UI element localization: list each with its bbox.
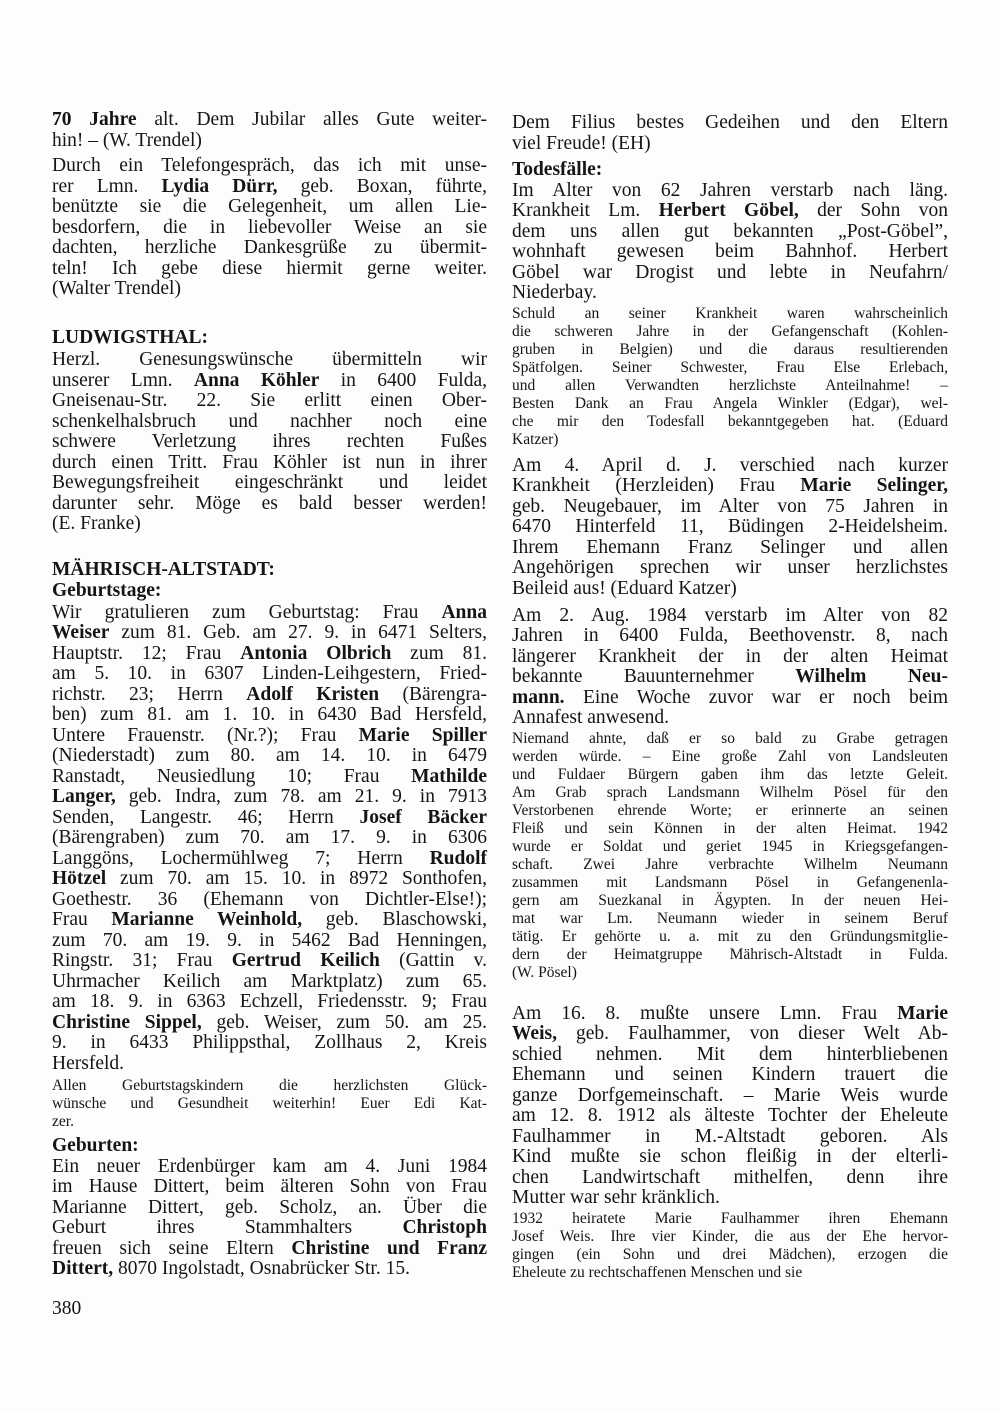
text-run: 9. in 6433 Philippsthal, Zollhaus 2, Kreis [52,1032,487,1053]
paragraph [52,1157,487,1280]
text-line [52,1198,487,1219]
text-run: Niederbay. [512,282,597,303]
text-line [512,558,948,579]
text-run: Fleiß und sein Können in der alten Heimat. 1942 [512,819,948,837]
text-line [52,828,487,849]
text-run: gruben in Belgien) und die daraus resultierenden [512,340,948,358]
text-line [512,1004,948,1025]
text-line [52,218,487,239]
text-run: gingen (ein Sohn und drei Mädchen), erzogen die [512,1245,948,1263]
text-run: zer. [52,1112,74,1130]
text-run: schaft. Zwei Jahre verbrachte Wilhelm Neumann [512,855,948,873]
text-line [52,869,487,890]
text-line [512,1106,948,1127]
text-line [512,1168,948,1189]
text-line [52,473,487,494]
text-line [512,784,948,802]
text-run: Besten Dank an Frau Angela Winkler (Edgar), wel- [512,394,948,412]
subsection-heading [512,160,948,181]
bold-name: Adolf Kristen [246,683,380,705]
text-run: die schweren Jahre in der Gefangenschaft (Kohlen- [512,322,948,340]
text-run: Mutter war sehr kränklich. [512,1187,720,1208]
paragraph [512,606,948,729]
text-run: Langgöns, Lochermühlweg 7; Herrn [52,847,430,869]
bold-name: Marianne Weinhold, [111,909,303,930]
text-line [52,992,487,1013]
text-run: Gneisenau-Str. 22. Sie erlitt einen Ober- [52,390,487,411]
text-line [512,892,948,910]
text-line [52,560,487,581]
text-line [52,1033,487,1054]
text-line [512,1024,948,1045]
text-line [512,856,948,874]
subsection-heading [52,581,487,602]
text-run: Geburt ihres Stammhalters [52,1217,403,1238]
text-run: chen Landwirtschaft mithelfen, denn ihre [512,1166,948,1188]
text-run: in 6400 Fulda, [319,369,487,391]
bold-name: Weiser [52,622,110,643]
text-line [512,708,948,729]
text-line [512,1188,948,1209]
text-run: gern am Suezkanal in Ägypten. In der neuen Hei- [512,891,948,909]
text-line [52,581,487,602]
text-run: Ihrem Ehemann Franz Selinger und allen [512,536,948,558]
text-run: dem uns allen gut bekannten „Post-Göbel”, [512,220,948,242]
paragraph [512,456,948,600]
text-run: Goethestr. 36 (Ehemann von Dichtler-Else!); [52,888,487,910]
text-line [512,323,948,341]
text-run: dern der Heimatgruppe Mährisch-Altstadt in Fulda. [512,945,948,963]
text-run: (Bärengraben) zum 70. am 17. 9. in 6306 [52,827,487,848]
bold-name: Christoph [402,1217,487,1238]
text-run: MÄHRISCH-ALTSTADT: [52,559,275,580]
text-line [512,1246,948,1264]
text-line [512,431,948,449]
text-line [52,1177,487,1198]
text-run: geb. Indra, zum 78. am 21. 9. in 7913 [115,786,487,807]
text-line [512,667,948,688]
text-run: geb. Faulhammer, von dieser Welt Ab- [556,1023,948,1044]
text-line [52,514,487,535]
text-line [512,1147,948,1168]
text-run: Uhrmacher Keilich am Marktplatz) zum 65. [52,970,487,992]
text-line [512,688,948,709]
text-line [512,413,948,431]
text-run: hin! – (W. Trendel) [52,129,202,151]
text-line [52,328,487,349]
text-line [52,1136,487,1157]
text-line [52,849,487,870]
text-line [512,802,948,820]
text-run: Angehörigen sprechen wir unser herzlichstes [512,557,948,578]
text-run: zum 70. am 15. 10. in 8972 Sonthofen, [106,868,487,889]
text-line [52,623,487,644]
text-run: Im Alter von 62 Jahren verstarb nach läng. [512,179,948,201]
text-line [52,453,487,474]
text-run: besdorfern, die in liebevoller Weise an sie [52,216,487,238]
text-line [52,746,487,767]
text-run: Schuld an seiner Krankheit waren wahrscheinlich [512,304,948,322]
text-run: wohnhaft gewesen beim Bahnhof. Herbert [512,241,948,262]
bold-name: Gertrud Keilich [231,950,380,971]
text-run: Untere Frauenstr. (Nr.?); Frau [52,724,359,746]
text-line [52,664,487,685]
text-line [512,538,948,559]
text-run: wünsche und Gesundheit weiterhin! Euer Edi Kat- [52,1094,487,1112]
text-line [52,910,487,931]
text-run: zum 70. am 19. 9. in 5462 Bad Henningen, [52,929,487,951]
text-run: dachten, herzliche Dankesgrüße zu übermit- [52,237,487,258]
bold-name: Marie [897,1002,948,1024]
text-run: (Niederstadt) zum 80. am 14. 10. in 6479 [52,745,487,766]
text-line [52,238,487,259]
text-line [52,279,487,300]
bold-name: Antonia Olbrich [240,642,392,664]
text-line [52,808,487,829]
text-line [52,890,487,911]
text-line [512,748,948,766]
text-line [512,113,948,134]
text-line [52,726,487,747]
text-run: Senden, Langestr. 46; Herrn [52,806,360,828]
paragraph [512,1004,948,1209]
section-heading [52,328,487,349]
text-line [512,946,948,964]
text-line [512,730,948,748]
text-run: (W. Pösel) [512,963,577,981]
bold-name: Anna [441,601,487,623]
text-line [512,1045,948,1066]
text-run: Katzer) [512,430,559,448]
bold-name: Hötzel [52,868,107,889]
text-line [52,177,487,198]
text-run: Hauptstr. 12; Frau [52,642,241,664]
text-run: Marianne Dittert, geb. Scholz, an. Über die [52,1196,487,1218]
text-line [512,1228,948,1246]
text-line [52,432,487,453]
text-line [512,242,948,263]
small-paragraph [512,730,948,982]
text-line [512,377,948,395]
section-heading [52,560,487,581]
text-run: Geburtstage: [52,579,162,601]
text-run: Todesfälle: [512,159,603,180]
text-line [52,1113,487,1131]
text-run: rer Lmn. [52,175,162,197]
text-line [512,1264,948,1282]
text-run: am 18. 9. in 6363 Echzell, Friedensstr. 9; Frau [52,991,487,1012]
text-run: Göbel war Drogist und lebte in Neufahrn/ [512,261,948,283]
text-run: durch einen Tritt. Frau Köhler ist nun in ihrer [52,451,487,473]
bold-name: Weis, [512,1023,557,1044]
text-run: Annafest anwesend. [512,707,670,728]
bold-name: Josef Bäcker [359,806,487,828]
small-paragraph [512,1210,948,1282]
text-run: Krankheit (Herzleiden) Frau [512,475,801,496]
text-run: mat war Lm. Neumann wieder in seinem Beruf [512,909,948,927]
text-run: Beileid aus! (Eduard Katzer) [512,577,737,599]
text-run: tätig. Er gehörte u. a. mit zu den Gründungsmitglie- [512,927,948,945]
bold-name: Mathilde [411,765,487,787]
text-run: Geburten: [52,1135,139,1156]
text-line [512,134,948,155]
text-line [512,647,948,668]
text-run: Niemand ahnte, daß er so bald zu Grabe getragen [512,729,948,747]
bold-name: 70 Jahre [52,109,137,130]
page-number: 380 [52,1298,82,1319]
text-line [52,494,487,515]
text-run: und Fuldaer Bürgern gaben ihm das letzte Geleit. [512,765,948,783]
text-line [52,110,487,131]
text-run: Am 4. April d. J. verschied nach kurzer [512,454,948,476]
text-line [52,131,487,152]
text-line [52,1095,487,1113]
text-run: Durch ein Telefongespräch, das ich mit unse- [52,155,487,176]
text-line [512,626,948,647]
text-line [52,1054,487,1075]
bold-name: Langer, [52,786,116,807]
text-run: Verstorbenen ehrende Worte; er erinnerte an seinen [512,801,948,819]
text-line [52,156,487,177]
text-line [512,341,948,359]
text-line [52,197,487,218]
text-line [512,964,948,982]
text-run: Am Grab sprach Landsmann Wilhelm Pösel für den [512,783,948,801]
bold-name: Wilhelm Neu- [795,666,948,687]
text-run: freuen sich seine Eltern [52,1237,292,1259]
text-run: Kind mußte sie schon fleißig in der elterli- [512,1146,948,1167]
paragraph [52,110,487,151]
text-run: Ringstr. 31; Frau [52,950,232,971]
text-line [52,371,487,392]
text-run: (Walter Trendel) [52,278,181,299]
text-line [52,603,487,624]
text-run: geb. Boxan, führte, [277,175,487,197]
text-line [52,1239,487,1260]
paragraph [52,156,487,300]
text-run: schwere Verletzung ihres rechten Fußes [52,431,487,452]
text-line [512,283,948,304]
text-line [52,412,487,433]
text-line [52,1259,487,1280]
text-run: zum 81. Geb. am 27. 9. in 6471 Selters, [109,622,487,643]
text-line [52,767,487,788]
text-run: Bewegungsfreiheit eingeschränkt und leidet [52,472,487,493]
text-run: wurde er Soldat und geriet 1945 in Kriegsgefangen- [512,837,948,855]
text-line [52,931,487,952]
text-run: im Hause Dittert, beim älteren Sohn von Frau [52,1176,487,1197]
text-line [512,766,948,784]
text-line [512,476,948,497]
text-line [512,910,948,928]
paragraph [52,350,487,535]
text-run: 1932 heiratete Marie Faulhammer ihren Ehemann [512,1209,948,1227]
text-line [512,160,948,181]
text-line [52,1157,487,1178]
text-run: am 5. 10. in 6307 Linden-Leihgestern, Fried- [52,663,487,684]
paragraph [512,181,948,304]
text-run: Spätfolgen. Seiner Schwester, Frau Else Erlebach, [512,358,948,376]
text-line [512,305,948,323]
text-line [512,263,948,284]
left-column [52,0,487,1280]
text-line [512,222,948,243]
text-run: zusammen mit Landsmann Pösel in Gefangenenla- [512,873,948,891]
bold-name: mann. [512,686,565,708]
text-run: längerer Krankheit der in der alten Heimat [512,645,948,667]
text-line [512,201,948,222]
text-run: LUDWIGSTHAL: [52,326,209,348]
text-run: am 12. 8. 1912 als älteste Tochter der Eheleute [512,1105,948,1126]
text-run: werden würde. – Eine große Zahl von Landsleuten [512,747,948,765]
text-run: Ranstadt, Neusiedlung 10; Frau [52,765,412,787]
text-line [512,838,948,856]
text-line [512,497,948,518]
text-line [52,391,487,412]
text-run: Ein neuer Erdenbürger kam am 4. Juni 1984 [52,1155,487,1177]
text-line [52,350,487,371]
text-line [512,181,948,202]
text-run: richstr. 23; Herrn [52,683,247,705]
text-line [512,1210,948,1228]
text-run: (Bärengra- [379,683,487,705]
text-line [52,259,487,280]
subsection-heading [52,1136,487,1157]
text-run: schied nehmen. Mit dem hinterbliebenen [512,1043,948,1065]
text-run: 8070 Ingolstadt, Osnabrücker Str. 15. [113,1258,410,1279]
text-run: (Gattin v. [379,950,488,971]
text-run: Hersfeld. [52,1052,125,1074]
text-run: che mir den Todesfall bekanntgegeben hat. (Eduard [512,412,948,430]
text-run: und allen Verwandten herzlichste Anteilnahme! – [512,376,948,394]
text-line [512,820,948,838]
bold-name: Lydia Dürr, [161,175,278,197]
text-run: geb. Weiser, zum 50. am 25. [201,1011,488,1033]
text-run: Josef Weis. Ihre vier Kinder, die aus der Ehe hervor- [512,1227,948,1245]
text-run: schenkelhalsbruch und nachher noch eine [52,410,487,432]
text-line [52,705,487,726]
text-run: (E. Franke) [52,513,141,534]
text-run: Eine Woche zuvor war er noch beim [564,686,948,708]
bold-name: Anna Köhler [193,369,320,391]
text-run: Faulhammer in M.-Altstadt geboren. Als [512,1125,948,1147]
text-run: Dem Filius bestes Gedeihen und den Eltern [512,112,948,133]
text-run: Frau [52,909,112,930]
text-line [52,1077,487,1095]
text-run: der Sohn von [798,200,948,221]
text-line [52,1218,487,1239]
text-line [512,517,948,538]
text-run: benützte sie die Gelegenheit, um allen Lie- [52,196,487,217]
text-line [52,685,487,706]
text-run: 6470 Hinterfeld 11, Büdingen 2-Heidelsheim. [512,516,948,537]
text-run: Krankheit Lm. [512,200,659,221]
text-run: Am 16. 8. mußte unsere Lmn. Frau [512,1002,898,1024]
text-line [52,972,487,993]
small-paragraph [52,1077,487,1131]
text-line [52,644,487,665]
text-run: geb. Neugebauer, im Alter von 75 Jahren in [512,495,948,517]
text-run: viel Freude! (EH) [512,132,651,154]
text-run: teln! Ich gebe diese hiermit gerne weiter. [52,257,487,279]
text-line [512,456,948,477]
bold-name: Christine und Franz [291,1237,487,1259]
bold-name: Rudolf [429,847,487,869]
text-run: darunter sehr. Möge es bald besser werden! [52,492,487,514]
text-line [512,874,948,892]
text-line [512,1065,948,1086]
text-line [512,1086,948,1107]
text-run: ganze Dorfgemeinschaft. – Marie Weis wurde [512,1084,948,1106]
text-run: alt. Dem Jubilar alles Gute weiter- [136,109,487,130]
text-run: zum 81. [391,642,487,664]
bold-name: Herbert Göbel, [658,200,799,221]
bold-name: Marie Selinger, [800,475,949,496]
small-paragraph [512,305,948,449]
text-line [512,359,948,377]
paragraph [512,113,948,154]
bold-name: Dittert, [52,1258,114,1279]
text-run: Herzl. Genesungswünsche übermitteln wir [52,349,487,370]
text-run: Ehemann und seinen Kindern trauert die [512,1064,948,1085]
text-run: Jahren in 6400 Fulda, Beethovenstr. 8, nach [512,625,948,646]
text-run: Wir gratulieren zum Geburtstag: Frau [52,601,442,623]
text-line [512,1127,948,1148]
bold-name: Christine Sippel, [52,1011,202,1033]
text-line [52,951,487,972]
text-run: Eheleute zu rechtschaffenen Menschen und sie [512,1263,803,1281]
paragraph [52,603,487,1075]
text-line [512,579,948,600]
text-run: ben) zum 81. am 1. 10. in 6430 Bad Hersfeld, [52,704,487,725]
right-column [512,0,948,1282]
text-line [512,606,948,627]
text-line [52,1013,487,1034]
text-run: bekannte Bauunternehmer [512,666,796,687]
text-run: geb. Blaschowski, [302,909,487,930]
text-run: unserer Lmn. [52,369,194,391]
text-line [512,395,948,413]
text-line [52,787,487,808]
text-run: Am 2. Aug. 1984 verstarb im Alter von 82 [512,604,948,626]
bold-name: Marie Spiller [358,724,487,746]
text-run: Allen Geburtstagskindern die herzlichsten Glück- [52,1076,487,1094]
text-line [512,928,948,946]
